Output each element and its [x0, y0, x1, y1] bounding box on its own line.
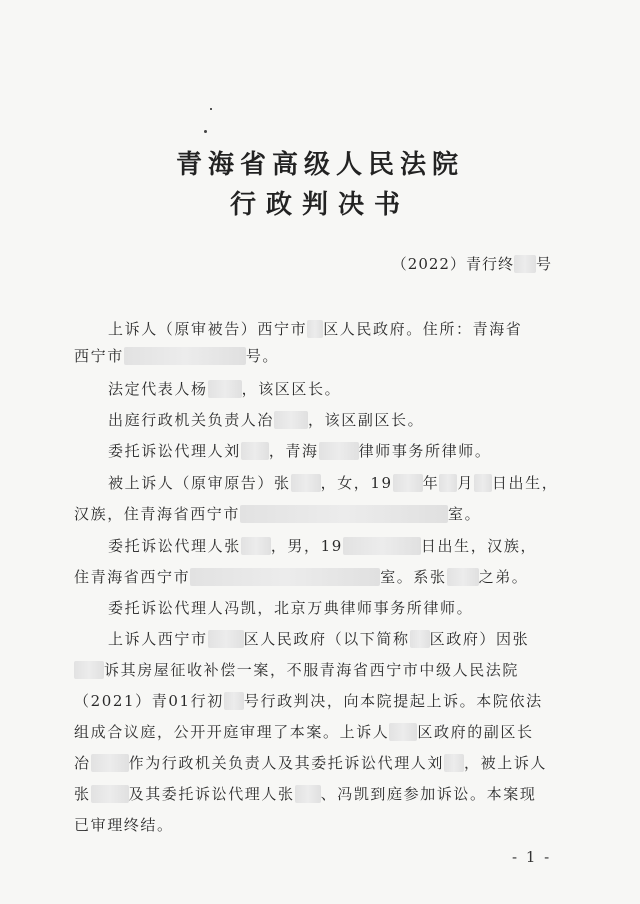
text-segment: 出庭行政机关负责人冶 — [108, 411, 275, 429]
redaction — [124, 347, 246, 365]
case-number — [392, 253, 552, 274]
redaction — [208, 380, 242, 398]
text-segment: 冶 — [74, 754, 91, 772]
redaction — [319, 442, 359, 460]
text-segment: 号行政判决，向本院提起上诉。本院依法 — [243, 692, 543, 710]
text-segment: 日出生，汉族， — [420, 537, 538, 555]
text-segment: 汉族，住青海省西宁市 — [74, 505, 241, 523]
text-segment: 已审理终结。 — [74, 816, 174, 834]
text-line — [108, 628, 529, 650]
court-title: 青海省高级人民法院 — [175, 150, 464, 180]
text-segment: ，男，19 — [270, 537, 343, 555]
text-segment: 法定代表人杨 — [108, 380, 208, 398]
text-line — [74, 721, 534, 743]
redaction — [393, 474, 423, 492]
redaction — [74, 661, 104, 679]
redaction — [224, 692, 244, 710]
text-segment: ，该区区长。 — [241, 380, 342, 398]
redaction — [447, 568, 479, 586]
text-line — [108, 409, 424, 431]
text-line — [108, 318, 522, 340]
text-segment: 上诉人（原审被告）西宁市 — [108, 320, 308, 338]
text-line — [74, 345, 279, 367]
text-line — [74, 503, 481, 525]
redaction — [439, 474, 457, 492]
text-segment: 张 — [74, 785, 91, 803]
text-segment: 作为行政机关负责人及其委托诉讼代理人刘 — [128, 754, 445, 772]
redaction — [274, 411, 308, 429]
redaction — [295, 785, 321, 803]
text-segment: 委托诉讼代理人冯凯，北京万典律师事务所律师。 — [108, 599, 474, 617]
text-segment: 之弟。 — [478, 568, 529, 586]
text-segment: 区人民政府。住所：青海省 — [323, 320, 523, 338]
redaction — [291, 474, 321, 492]
text-line — [74, 690, 543, 712]
redaction — [241, 537, 271, 555]
redaction — [444, 754, 464, 772]
redaction — [307, 320, 323, 338]
text-segment: 委托诉讼代理人张 — [108, 537, 241, 555]
text-segment: 区人民政府（以下简称 — [243, 630, 410, 648]
text-line — [74, 752, 547, 774]
text-segment: 区政府的副区长 — [417, 723, 534, 741]
text-segment: 委托诉讼代理人刘 — [108, 442, 241, 460]
scan-mark — [210, 108, 212, 110]
text-segment: ，被上诉人 — [464, 754, 548, 772]
text-segment: 上诉人西宁市 — [108, 630, 208, 648]
text-segment: 、冯凯到庭参加诉讼。本案现 — [320, 785, 537, 803]
redaction — [241, 442, 269, 460]
page-number: - 1 - — [512, 848, 552, 866]
text-segment: 月 — [457, 474, 474, 492]
text-line — [74, 566, 528, 588]
text-segment: 被上诉人（原审原告）张 — [108, 474, 291, 492]
text-segment: 室。系张 — [380, 568, 447, 586]
scan-mark — [204, 130, 207, 133]
redaction — [410, 630, 430, 648]
redaction — [389, 723, 417, 741]
text-segment: 室。 — [448, 505, 482, 523]
text-segment: ，该区副区长。 — [308, 411, 425, 429]
text-line — [108, 378, 341, 400]
text-segment: 号。 — [245, 347, 280, 365]
redaction — [514, 255, 536, 273]
text-line — [108, 472, 558, 494]
text-segment: 律师事务所律师。 — [358, 442, 492, 460]
text-segment: 西宁市 — [74, 347, 124, 365]
text-segment: 组成合议庭，公开开庭审理了本案。上诉人 — [74, 723, 390, 741]
text-line — [74, 783, 536, 805]
text-line — [74, 659, 519, 681]
text-segment: （2021）青01行初 — [74, 692, 224, 710]
text-segment: 住青海省西宁市 — [74, 568, 191, 586]
text-segment: 诉其房屋征收补偿一案，不服青海省西宁市中级人民法院 — [104, 661, 520, 679]
text-segment: ，女，19 — [320, 474, 393, 492]
text-segment: 区政府）因张 — [429, 630, 530, 648]
text-line — [108, 535, 537, 557]
case-number-prefix: （2022）青行终 — [391, 255, 514, 273]
redaction — [474, 474, 492, 492]
text-line — [108, 597, 473, 619]
redaction — [91, 754, 129, 772]
text-segment: 及其委托诉讼代理人张 — [128, 785, 295, 803]
text-segment: ，青海 — [268, 442, 319, 460]
redaction — [343, 537, 421, 555]
case-number-suffix: 号 — [535, 255, 552, 273]
redaction — [240, 505, 448, 523]
redaction — [208, 630, 244, 648]
text-line — [74, 814, 174, 836]
document-type-title: 行政判决书 — [229, 190, 410, 220]
text-line — [108, 440, 491, 462]
text-segment: 日出生， — [491, 474, 559, 492]
redaction — [91, 785, 129, 803]
redaction — [190, 568, 380, 586]
text-segment: 年 — [422, 474, 440, 492]
